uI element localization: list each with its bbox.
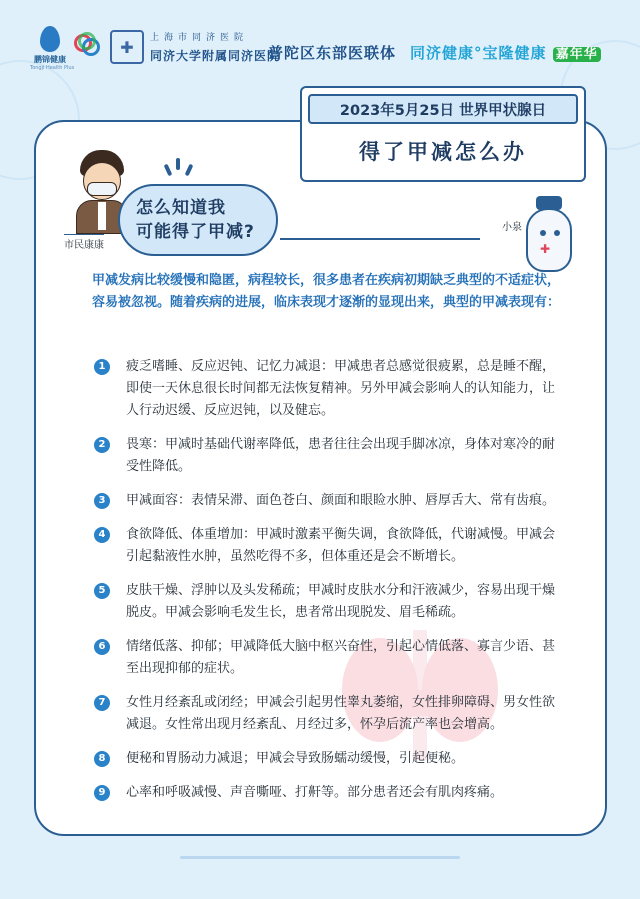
mascot-body bbox=[526, 208, 572, 272]
number-badge: 4 bbox=[94, 527, 110, 543]
event-date-title: 2023年5月25日 世界甲状腺日 bbox=[308, 94, 578, 124]
mascot-tag: 小泉 bbox=[502, 222, 522, 233]
bottom-decor-line bbox=[180, 856, 460, 859]
symptom-item bbox=[94, 748, 564, 770]
brand-accent: 嘉年华 bbox=[553, 47, 601, 62]
speaker-tag: 市民康康 bbox=[64, 234, 104, 251]
number-badge: 3 bbox=[94, 493, 110, 509]
hospital-emblem-icon: ✚ bbox=[110, 30, 144, 64]
symptom-item bbox=[94, 580, 564, 624]
number-badge: 9 bbox=[94, 785, 110, 801]
mascot-character bbox=[520, 196, 584, 276]
question-text bbox=[136, 196, 255, 244]
brand-logo bbox=[410, 42, 601, 63]
face-mask-icon bbox=[87, 182, 117, 196]
medical-cross-icon: ✚ bbox=[540, 242, 551, 256]
page-title: 得了甲减怎么办 bbox=[359, 139, 527, 164]
symptom-text: 疲乏嗜睡、反应迟钝、记忆力减退：甲减患者总感觉很疲累，总是睡不醒，即使一天休息很长时间都无法恢复精神。另外甲减会影响人的认知能力，让人行动迟缓、反应迟钝，以及健忘。 bbox=[126, 359, 556, 418]
symptom-text: 甲减面容：表情呆滞、面色苍白、颜面和眼睑水肿、唇厚舌大、常有齿痕。 bbox=[126, 493, 556, 508]
header-logos bbox=[0, 22, 640, 72]
question-line-1: 怎么知道我 bbox=[136, 198, 226, 218]
symptom-item bbox=[94, 692, 564, 736]
symptom-text: 情绪低落、抑郁；甲减降低大脑中枢兴奋性，引起心情低落、寡言少语、甚至出现抑郁的症状。 bbox=[126, 639, 556, 676]
number-badge: 2 bbox=[94, 437, 110, 453]
symptom-text: 畏寒：甲减时基础代谢率降低，患者往往会出现手脚冰凉，身体对寒冷的耐受性降低。 bbox=[126, 437, 556, 474]
symptom-item bbox=[94, 356, 564, 422]
number-badge: 6 bbox=[94, 639, 110, 655]
health-logo bbox=[30, 26, 75, 71]
divider-line bbox=[280, 238, 480, 240]
medical-union-name: 普陀区东部医联体 bbox=[268, 44, 397, 62]
symptom-text: 女性月经紊乱或闭经；甲减会引起男性睾丸萎缩，女性排卵障碍、男女性欲减退。女性常出现月经紊乱、月经过多，怀孕后流产率也会增高。 bbox=[126, 695, 556, 732]
mascot-cap bbox=[536, 196, 562, 210]
drop-icon bbox=[40, 26, 60, 52]
symptom-item bbox=[94, 524, 564, 568]
health-logo-subtitle: Tongji Health Plus bbox=[30, 65, 75, 71]
symptom-item bbox=[94, 636, 564, 680]
symptom-item bbox=[94, 782, 564, 804]
mascot-eye bbox=[540, 230, 546, 236]
symptom-text: 皮肤干燥、浮肿以及头发稀疏；甲减时皮肤水分和汗液减少，容易出现干燥脱皮。甲减会影响毛发生长，患者常出现脱发、眉毛稀疏。 bbox=[126, 583, 556, 620]
title-banner bbox=[300, 86, 586, 182]
brand-text: 同济健康°宝隆健康 bbox=[410, 44, 547, 62]
intro-paragraph: 甲减发病比较缓慢和隐匿，病程较长，很多患者在疾病初期缺乏典型的不适症状，容易被忽视。随着疾病的进展，临床表现才逐渐的显现出来，典型的甲减表现有： bbox=[92, 273, 561, 310]
symptom-text: 心率和呼吸减慢、声音嘶哑、打鼾等。部分患者还会有肌肉疼痛。 bbox=[126, 785, 504, 800]
hospital-name-block bbox=[150, 30, 280, 64]
number-badge: 5 bbox=[94, 583, 110, 599]
exclaim-tick bbox=[176, 158, 180, 170]
number-badge: 1 bbox=[94, 359, 110, 375]
symptom-text: 食欲降低、体重增加：甲减时激素平衡失调，食欲降低，代谢减慢。甲减会引起黏液性水肿，虽然吃得不多，但体重还是会不断增长。 bbox=[126, 527, 556, 564]
symptom-text: 便秘和胃肠动力减退；甲减会导致肠蠕动缓慢，引起便秘。 bbox=[126, 751, 465, 766]
hospital-name-top: 上海市同济医院 bbox=[150, 33, 249, 43]
rings-logo-icon bbox=[74, 32, 104, 58]
number-badge: 7 bbox=[94, 695, 110, 711]
number-badge: 8 bbox=[94, 751, 110, 767]
symptom-item bbox=[94, 434, 564, 478]
character-tie bbox=[98, 202, 106, 230]
question-line-2: 可能得了甲减? bbox=[136, 222, 255, 242]
hospital-name-main: 同济大学附属同济医院 bbox=[150, 49, 281, 63]
question-bubble bbox=[118, 184, 278, 256]
symptom-item bbox=[94, 490, 564, 512]
symptom-list bbox=[94, 356, 564, 804]
health-logo-name: 鹏锦健康 bbox=[34, 55, 66, 64]
mascot-eye bbox=[554, 230, 560, 236]
